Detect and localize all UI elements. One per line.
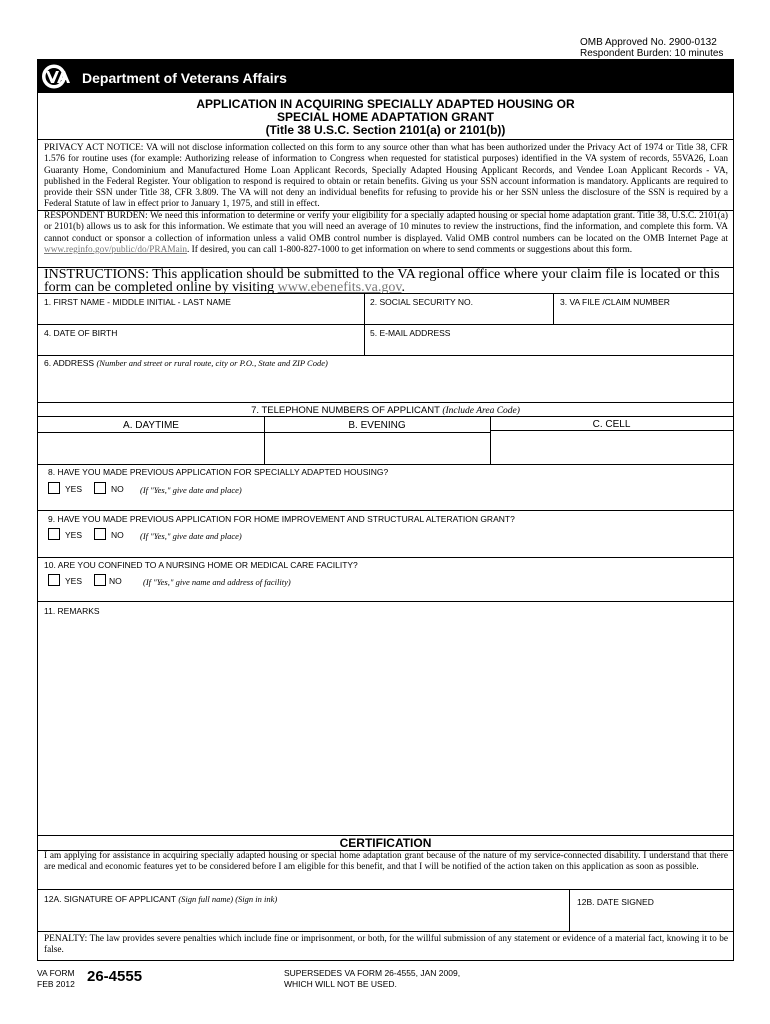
divider <box>38 510 733 511</box>
email-field[interactable] <box>365 325 733 355</box>
instructions-text: INSTRUCTIONS: This application should be submitted to the VA regional office where your claim file is located or this form can be completed online by visiting <box>44 267 720 295</box>
telephone-note: (Include Area Code) <box>442 406 520 416</box>
q9-yes-checkbox[interactable] <box>48 528 60 540</box>
q9-no-label: NO <box>111 530 124 540</box>
cell-phone-field[interactable] <box>491 431 733 464</box>
telephone-label: 7. TELEPHONE NUMBERS OF APPLICANT <box>251 405 440 416</box>
q10-no-label: NO <box>109 576 122 586</box>
respondent-burden <box>44 211 728 256</box>
evening-label: B. EVENING <box>348 420 406 431</box>
q9-note: (If "Yes," give date and place) <box>140 531 242 541</box>
daytime-phone-field[interactable] <box>38 433 264 464</box>
burden-text-1: RESPONDENT BURDEN: We need this information to determine or verify your eligibility for a specially adapted housing or special home adaptation grant. Title 38, U.S.C. 2101(a) or 2101(b) allows us to ask for this information. We estimate that you will need an average of 10 minutes to review the instructions, find the information, and complete this form. VA cannot conduct or sponsor a collection of information unless a valid OMB control number is displayed. Valid OMB control numbers can be located on the OMB Internet Page at <box>44 211 728 244</box>
supersedes-line2: WHICH WILL NOT BE USED. <box>284 979 397 989</box>
divider <box>38 464 733 465</box>
first-name-label: 1. FIRST NAME - MIDDLE INITIAL - LAST NAME <box>44 297 231 307</box>
q10-yes-label: YES <box>65 576 83 586</box>
q8-details-field[interactable] <box>318 478 732 510</box>
application-form <box>37 59 734 961</box>
certification-text: I am applying for assistance in acquiring specially adapted housing or special home adaptation grant because of the nature of my service-connected disability. I understand that there are medical and economic features yet to be considered before I am eligible for this benefit, and that I will be notified of the action taken on this application as soon as possible. <box>44 851 728 873</box>
form-label: VA FORM <box>37 968 75 978</box>
name-field[interactable] <box>38 294 364 324</box>
address-label-text: 6. ADDRESS <box>44 358 95 368</box>
q8-note: (If "Yes," give date and place) <box>140 485 242 495</box>
telephone-heading <box>38 405 733 416</box>
va-file-field[interactable] <box>554 294 733 324</box>
q9-no-checkbox[interactable] <box>94 528 106 540</box>
certification-heading: CERTIFICATION <box>339 836 432 850</box>
divider <box>38 416 733 417</box>
burden-text-2: . If desired, you can call 1-800-827-1000 to get information on where to send comments or suggestions about this form. <box>186 244 633 255</box>
dob-field[interactable] <box>38 325 364 355</box>
form-title-line1: APPLICATION IN ACQUIRING SPECIALLY ADAPTED HOUSING OR <box>196 97 575 111</box>
q10-no-checkbox[interactable] <box>94 574 106 586</box>
form-date: FEB 2012 <box>37 979 75 989</box>
question-9-label: 9. HAVE YOU MADE PREVIOUS APPLICATION FOR HOME IMPROVEMENT AND STRUCTURAL ALTERATION GRANT? <box>48 514 515 524</box>
signature-field[interactable] <box>38 890 569 930</box>
reginfo-link[interactable]: www.reginfo.gov/public/do/PRAMain <box>44 244 187 255</box>
q10-note: (If "Yes," give name and address of facility) <box>143 577 291 587</box>
q8-no-checkbox[interactable] <box>94 482 106 494</box>
date-signed-label: 12B. DATE SIGNED <box>577 897 654 907</box>
evening-phone-field[interactable] <box>265 433 490 464</box>
cell-label: C. CELL <box>592 419 631 430</box>
omb-number: OMB Approved No. 2900-0132 <box>580 37 717 48</box>
form-title-line3: (Title 38 U.S.C. Section 2101(a) or 2101(b)) <box>265 123 506 137</box>
instructions-end: . <box>401 280 405 295</box>
date-signed-field[interactable] <box>570 890 733 930</box>
ebenefits-link[interactable]: www.ebenefits.va.gov <box>277 280 402 295</box>
q8-no-label: NO <box>111 484 124 494</box>
form-number: 26-4555 <box>87 968 143 985</box>
q10-details-field[interactable] <box>318 570 732 600</box>
signature-label-text: 12A. SIGNATURE OF APPLICANT <box>44 894 176 904</box>
email-label: 5. E-MAIL ADDRESS <box>370 328 451 338</box>
form-title-line2: SPECIAL HOME ADAPTATION GRANT <box>277 110 494 124</box>
omb-info <box>580 37 723 59</box>
q8-yes-checkbox[interactable] <box>48 482 60 494</box>
instructions <box>44 268 728 294</box>
remarks-label: 11. REMARKS <box>44 606 100 616</box>
dob-label: 4. DATE OF BIRTH <box>44 328 118 338</box>
va-logo-icon <box>41 63 73 90</box>
divider <box>38 139 733 140</box>
omb-burden: Respondent Burden: 10 minutes <box>580 48 724 59</box>
q10-yes-checkbox[interactable] <box>48 574 60 586</box>
department-name: Department of Veterans Affairs <box>82 70 287 86</box>
supersedes-line1: SUPERSEDES VA FORM 26-4555, JAN 2009, <box>284 968 461 978</box>
form-header <box>38 60 733 93</box>
ssn-field[interactable] <box>365 294 553 324</box>
divider <box>38 557 733 558</box>
address-field[interactable] <box>38 356 733 402</box>
daytime-label: A. DAYTIME <box>123 420 179 431</box>
q8-yes-label: YES <box>65 484 83 494</box>
question-8-label: 8. HAVE YOU MADE PREVIOUS APPLICATION FOR SPECIALLY ADAPTED HOUSING? <box>48 467 389 477</box>
q9-details-field[interactable] <box>318 524 732 556</box>
penalty-notice: PENALTY: The law provides severe penalties which include fine or imprisonment, or both, for the willful submission of any statement or evidence of a material fact, knowing it to be false. <box>44 934 728 956</box>
privacy-act-notice: PRIVACY ACT NOTICE: VA will not disclose information collected on this form to any source other than what has been authorized under the Privacy Act of 1974 or Title 38, CFR 1.576 for routine uses (for example: Authorizing release of information to Congress when requested for statistical purposes) identified in the VA system of records, 55VA26, Loan Guaranty Home, Condominium and Manufactured Home Loan Applicant Records, Specially Adapted Housing Applicant Records, and Vendee Loan Applicant Records - VA, published in the Federal Register. Your obligation to respond is required to obtain or retain benefits. Giving us your SSN account information is mandatory. Applicants are required to provide their SSN under Title 38, CFR 3.809. The VA will not deny an individual benefits for refusing to provide his or her SSN unless the disclosure of the SSN is required by a Federal Statute of law in effect prior to January 1, 1975, and still in effect. <box>44 143 728 210</box>
remarks-field[interactable] <box>38 618 733 834</box>
va-file-label: 3. VA FILE /CLAIM NUMBER <box>560 297 670 307</box>
divider <box>38 402 733 403</box>
divider <box>38 931 733 932</box>
address-note: (Number and street or rural route, city or P.O., State and ZIP Code) <box>96 358 328 368</box>
divider <box>38 601 733 602</box>
question-10-label: 10. ARE YOU CONFINED TO A NURSING HOME OR MEDICAL CARE FACILITY? <box>44 560 358 570</box>
q9-yes-label: YES <box>65 530 83 540</box>
signature-note: (Sign full name) (Sign in ink) <box>178 894 278 904</box>
ssn-label: 2. SOCIAL SECURITY NO. <box>370 297 473 307</box>
